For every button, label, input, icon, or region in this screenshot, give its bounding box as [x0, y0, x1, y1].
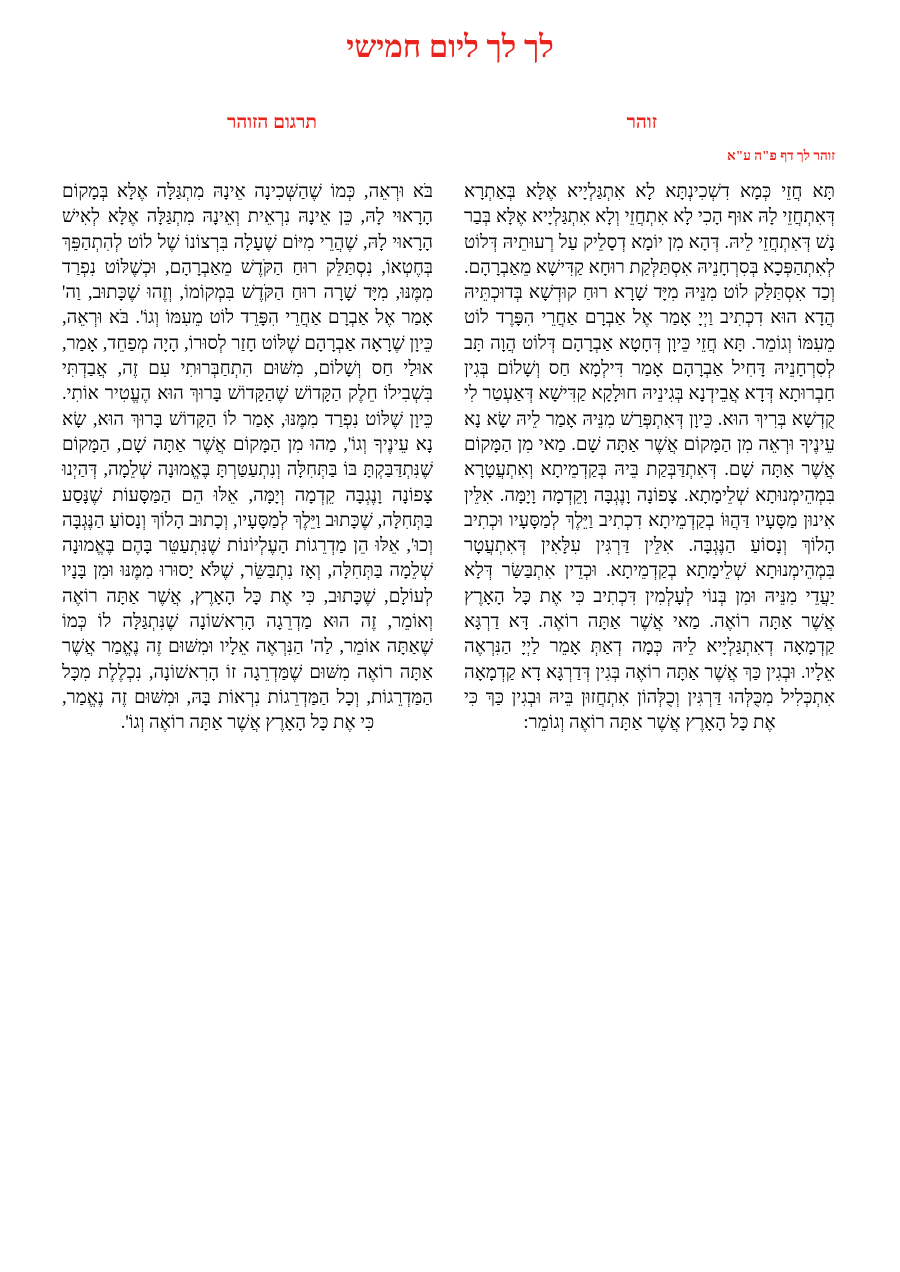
translation-text-column: בֹּא וּרְאֵה, כְּמוֹ שֶׁהַשְּׁכִינָה אֵינָהּ מִתְגַּלָּה אֶלָּא בְּמָקוֹם הָרָאוּי לָהּ, כֵּן אֵינָהּ נִרְאֵית וְאֵינָהּ מִתְגַּלָּה אֶלָּא לְאִישׁ הָרָאוּי לָהּ, שֶׁהֲרֵי מִיּוֹם שֶׁעָלָה בִּרְצוֹנוֹ שֶׁל לוֹט לְהִתְהַפֵּךְ בְּחֶטְאוֹ, נִסְתַּלֵּק רוּחַ הַקֹּדֶשׁ מֵאַבְרָהָם, וּכְשֶׁלּוֹט נִפְרַד מִמֶּנּוּ, מִיָּד שָׁרָה רוּחַ הַקֹּדֶשׁ בִּמְקוֹמוֹ, וְזֶהוּ שֶׁכָּתוּב, וַה' אָמַר אֶל אַבְרָם אַחֲרֵי הִפָּרֵד לוֹט מֵעִמּוֹ וְגוֹ'. בֹּא וּרְאֵה, כֵּיוָן שֶׁרָאָה אַבְרָהָם שֶׁלּוֹט חָזַר לְסוּרוֹ, הָיָה מְפַחֵד, אָמַר, אוּלַי חַס וְשָׁלוֹם, מִשּׁוּם הִתְחַבְּרוּתִי עִם זֶה, אֲבַדְתִּי בִּשְׁבִילוֹ חֵלֶק הַקָּדוֹשׁ שֶׁהַקָּדוֹשׁ בָּרוּךְ הוּא הֶעֱטִיר אוֹתִי. כֵּיוָן שֶׁלּוֹט נִפְרַד מִמֶּנּוּ, אָמַר לוֹ הַקָּדוֹשׁ בָּרוּךְ הוּא, שָׂא נָא עֵינֶיךָ וְגוֹ', מַהוּ מִן הַמָּקוֹם אֲשֶׁר אַתָּה שָׁם, הַמָּקוֹם שֶׁנִּתְדַּבַּקְתָּ בּוֹ בַּתְּחִלָּה וְנִתְעַטַּרְתָּ בֶּאֱמוּנָה שְׁלֵמָה, דְּהַיְנוּ צָפוֹנָה וָנֶגְבָּה קֵדְמָה וְיָמָּה, אֵלּוּ הֵם הַמַּסָּעוֹת שֶׁנָּסַע בַּתְּחִלָּה, שֶׁכָּתוּב וַיֵּלֶךְ לְמַסָּעָיו, וְכָתוּב הָלוֹךְ וְנָסוֹעַ הַנֶּגְבָּה וְכוּ', אֵלּוּ הֵן מַדְרֵגוֹת הָעֶלְיוֹנוֹת שֶׁנִּתְעַטֵּר בָּהֶם בֶּאֱמוּנָה שְׁלֵמָה בַּתְּחִלָּה, וְאָז נִתְבַּשֵּׂר, שֶׁלֹּא יָסוּרוּ מִמֶּנּוּ וּמִן בָּנָיו לְעוֹלָם, שֶׁכָּתוּב, כִּי אֶת כָּל הָאָרֶץ, אֲשֶׁר אַתָּה רוֹאֶה וְאוֹמֵר, זֶה הוּא מַדְרֵגָה הָרִאשׁוֹנָה שֶׁנִּתְגַּלָּה לוֹ כְּמוֹ שֶׁאַתָּה אוֹמֵר, לַה' הַנִּרְאֶה אֵלָיו וּמִשּׁוּם זֶה נֶאֱמַר אֲשֶׁר אַתָּה רוֹאֶה מִשּׁוּם שֶׁמַּדְרֵגָה זוֹ הָרִאשׁוֹנָה, נִכְלֶלֶת מִכָּל הַמַּדְרֵגוֹת, וְכָל הַמַּדְרֵגוֹת נִרְאוֹת בָּהּ, וּמִשּׁוּם זֶה נֶאֱמַר, כִּי אֶת כָּל הָאָרֶץ אֲשֶׁר אַתָּה רוֹאֶה וְגוֹ'.: [62, 181, 433, 734]
zohar-text-column: תָּא חֲזֵי כְּמָא דִשְׁכִינְתָּא לָא אִתְגַּלְיָיא אֶלָּא בְּאַתְרָא דְּאִתְחֲזֵי לָהּ אוּף הָכִי לָא אִתְחֲזֵי וְלָא אִתְגַּלְיָיא אֶלָּא בְּבַר נָשׁ דְּאִתְחֲזֵי לֵיהּ. דְּהָא מִן יוֹמָא דְסָלֵיק עַל רְעוּתֵיהּ דְּלוֹט לְאִתְהַפְּכָא בְּסִרְחָנֵיהּ אִסְתַּלְּקַת רוּחָא קַדִּישָׁא מֵאַבְרָהָם. וְכַד אִסְתַּלַּק לוֹט מִנֵּיהּ מִיָּד שָׁרָא רוּחַ קוּדְשָׁא בְּדוּכְתֵּיהּ הֲדָא הוּא דִכְתִיב וַיְיָ אָמַר אֶל אַבְרָם אַחֲרֵי הִפָּרֶד לוֹט מֵעִמּוֹ וְגוֹמֵר. תָּא חֲזֵי כֵּיוָן דְּחָטָא אַבְרָהָם דְּלוֹט הֲוָה תָּב לְסִרְחָנֵיהּ דָּחִיל אַבְרָהָם אָמַר דִּילְמָא חַס וְשָׁלוֹם בְּגִין חַבְרוּתָא דְּדָא אֲבֵידְנָא בְּגִינֵיהּ חוּלָקָא קַדִּישָׁא דְּאַעְטַר לִי קֻדְשָׁא בְּרִיךְ הוּא. כֵּיוָן דְּאִתְפְּרַשׁ מִנֵּיהּ אָמַר לֵיהּ שָׂא נָא עֵינֶיךָ וּרְאֵה מִן הַמָּקוֹם אֲשֶׁר אַתָּה שָׁם. מַאי מִן הַמָּקוֹם אֲשֶׁר אַתָּה שָׁם. דְּאִתְדַּבְּקַת בֵּיהּ בְּקַדְמֵיתָא וְאִתְעֲטָרָא בִּמְהֵימְנוּתָא שְׁלֵימָתָא. צָפוֹנָה וָנֶגְבָּה וָקֵדְמָה וָיָמָּה. אִלֵּין אִינוּן מַסָּעָיו דַּהֲוּוֹ בְקַדְמֵיתָא דִכְתִיב וַיֵּלֶךְ לְמַסָּעָיו וּכְתִיב הָלוֹךְ וְנָסוֹעַ הַנֶּגְבָּה. אִלֵּין דַּרְגִּין עִלָּאִין דְּאִתְעֲטָר בִּמְהֵימְנוּתָא שְׁלֵימָתָא בְקַדְמֵיתָא. וּכְדֵין אִתְבַּשַּׂר דְּלָא יַעֲדֵי מִנֵּיהּ וּמִן בְּנוֹי לְעָלְמִין דִּכְתִיב כִּי אֶת כָּל הָאָרֶץ אֲשֶׁר אַתָּה רוֹאֶה. מַאי אֲשֶׁר אַתָּה רוֹאֶה. דָּא דַרְגָּא קַדְמָאָה דְאִתְגַּלְיָיא לֵיהּ כְּמָה דְאַתְּ אָמֵר לַיְיָ הַנִּרְאֶה אֵלָיו. וּבְגִין כַּךְ אֲשֶׁר אַתָּה רוֹאֶה בְּגִין דְּדַרְגָּא דָא קַדְמָאָה אִתְכְּלִיל מִכֻּלְּהוּ דַּרְגִּין וְכֻלְּהוֹן אִתְחֲזוּן בֵּיהּ וּבְגִין כַּךְ כִּי אֶת כָּל הָאָרֶץ אֲשֶׁר אַתָּה רוֹאֶה וְגוֹמֵר:: [464, 181, 835, 734]
source-reference: זוהר לך דף פ"ה ע"א: [727, 148, 835, 163]
page-title: לך לך ליום חמישי: [346, 29, 554, 64]
translation-column-header: תרגום הזוהר: [226, 112, 317, 133]
zohar-column-header: זוהר: [626, 112, 657, 133]
